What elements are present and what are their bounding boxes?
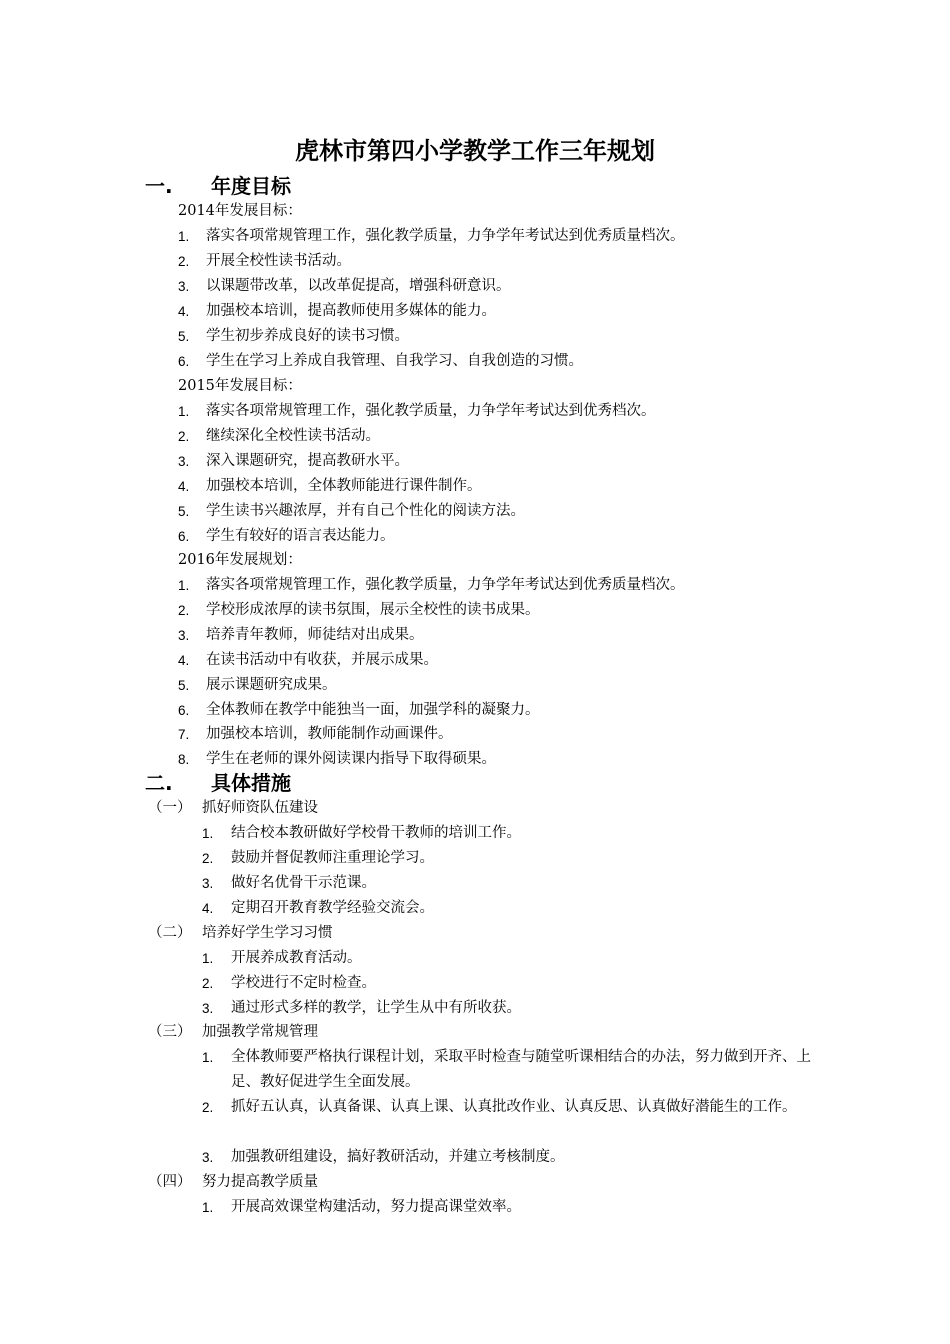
list-item: 通过形式多样的教学，让学生从中有所收获。 (231, 1000, 521, 1016)
list-item: 定期召开教育教学经验交流会。 (231, 900, 434, 916)
year-2016-label: 2016年发展规划： (178, 552, 302, 568)
list-number: 7. (178, 727, 190, 742)
list-number: 1. (178, 578, 190, 593)
list-number: 3. (202, 1150, 214, 1165)
list-item: 培养青年教师，师徒结对出成果。 (206, 627, 424, 643)
subsection-number: （二） (148, 925, 192, 941)
list-item: 以课题带改革，以改革促提高，增强科研意识。 (206, 278, 511, 294)
list-number: 5. (178, 678, 190, 693)
subsection-number: （四） (148, 1174, 192, 1190)
list-item: 加强校本培训，提高教师使用多媒体的能力。 (206, 303, 496, 319)
list-number: 2. (178, 429, 190, 444)
list-item: 学生在老师的课外阅读课内指导下取得硕果。 (206, 751, 496, 767)
list-item: 结合校本教研做好学校骨干教师的培训工作。 (231, 825, 521, 841)
list-item: 落实各项常规管理工作，强化教学质量，力争学年考试达到优秀质量档次。 (206, 228, 685, 244)
list-number: 6. (178, 529, 190, 544)
list-item: 全体教师要严格执行课程计划，采取平时检查与随堂听课相结合的办法，努力做到开齐、上足、教好促进学生全面发展。 (231, 1049, 811, 1090)
list-item: 落实各项常规管理工作，强化教学质量，力争学年考试达到优秀质量档次。 (206, 577, 685, 593)
list-number: 4. (178, 304, 190, 319)
list-number: 1. (178, 229, 190, 244)
list-number: 6. (178, 703, 190, 718)
list-item: 做好名优骨干示范课。 (231, 875, 376, 891)
list-item: 抓好五认真，认真备课、认真上课、认真批改作业、认真反思、认真做好潜能生的工作。 (231, 1099, 797, 1115)
list-number: 1. (202, 1050, 214, 1065)
list-item: 开展全校性读书活动。 (206, 253, 351, 269)
list-item: 学生读书兴趣浓厚，并有自己个性化的阅读方法。 (206, 503, 525, 519)
list-number: 2. (178, 603, 190, 618)
list-item: 学校形成浓厚的读书氛围，展示全校性的读书成果。 (206, 602, 540, 618)
list-item: 加强教研组建设，搞好教研活动，并建立考核制度。 (231, 1149, 565, 1165)
list-item: 继续深化全校性读书活动。 (206, 428, 380, 444)
section-number: 一. (145, 174, 173, 198)
subsection-title: 培养好学生学习习惯 (202, 925, 333, 941)
list-item: 开展养成教育活动。 (231, 950, 362, 966)
list-item: 展示课题研究成果。 (206, 677, 337, 693)
list-item: 鼓励并督促教师注重理论学习。 (231, 850, 434, 866)
list-number: 2. (202, 976, 214, 991)
section-title: 具体措施 (211, 771, 291, 795)
year-2015-label: 2015年发展目标： (178, 378, 302, 394)
list-number: 3. (202, 1001, 214, 1016)
list-number: 4. (178, 479, 190, 494)
list-number: 3. (178, 454, 190, 469)
list-item: 深入课题研究，提高教研水平。 (206, 453, 409, 469)
list-number: 2. (202, 1100, 214, 1115)
section-heading-measures (145, 768, 291, 798)
subsection-title: 抓好师资队伍建设 (202, 800, 318, 816)
section-heading-goals (145, 171, 291, 201)
list-item: 开展高效课堂构建活动，努力提高课堂效率。 (231, 1199, 521, 1215)
list-number: 3. (178, 279, 190, 294)
list-number: 6. (178, 354, 190, 369)
section-number: 二. (145, 771, 173, 795)
subsection-title: 努力提高教学质量 (202, 1174, 318, 1190)
list-item: 学校进行不定时检查。 (231, 975, 376, 991)
list-item: 学生有较好的语言表达能力。 (206, 528, 395, 544)
list-number: 8. (178, 752, 190, 767)
list-number: 1. (202, 951, 214, 966)
subsection-number: （三） (148, 1024, 192, 1040)
list-number: 3. (202, 876, 214, 891)
list-number: 5. (178, 329, 190, 344)
document-title: 虎林市第四小学教学工作三年规划 (295, 137, 655, 165)
year-2014-label: 2014年发展目标： (178, 203, 302, 219)
list-number: 3. (178, 628, 190, 643)
list-number: 1. (202, 1200, 214, 1215)
list-item: 在读书活动中有收获，并展示成果。 (206, 652, 438, 668)
list-number: 1. (202, 826, 214, 841)
list-number: 1. (178, 404, 190, 419)
list-number: 4. (202, 901, 214, 916)
subsection-title: 加强教学常规管理 (202, 1024, 318, 1040)
list-number: 4. (178, 653, 190, 668)
list-number: 2. (178, 254, 190, 269)
list-number: 5. (178, 504, 190, 519)
list-item: 学生初步养成良好的读书习惯。 (206, 328, 409, 344)
list-number: 2. (202, 851, 214, 866)
list-item: 加强校本培训，全体教师能进行课件制作。 (206, 478, 482, 494)
list-item: 落实各项常规管理工作，强化教学质量，力争学年考试达到优秀档次。 (206, 403, 656, 419)
section-title: 年度目标 (211, 174, 291, 198)
list-item: 学生在学习上养成自我管理、自我学习、自我创造的习惯。 (206, 353, 583, 369)
list-item: 加强校本培训，教师能制作动画课件。 (206, 726, 453, 742)
subsection-number: （一） (148, 800, 192, 816)
list-item: 全体教师在教学中能独当一面，加强学科的凝聚力。 (206, 702, 540, 718)
